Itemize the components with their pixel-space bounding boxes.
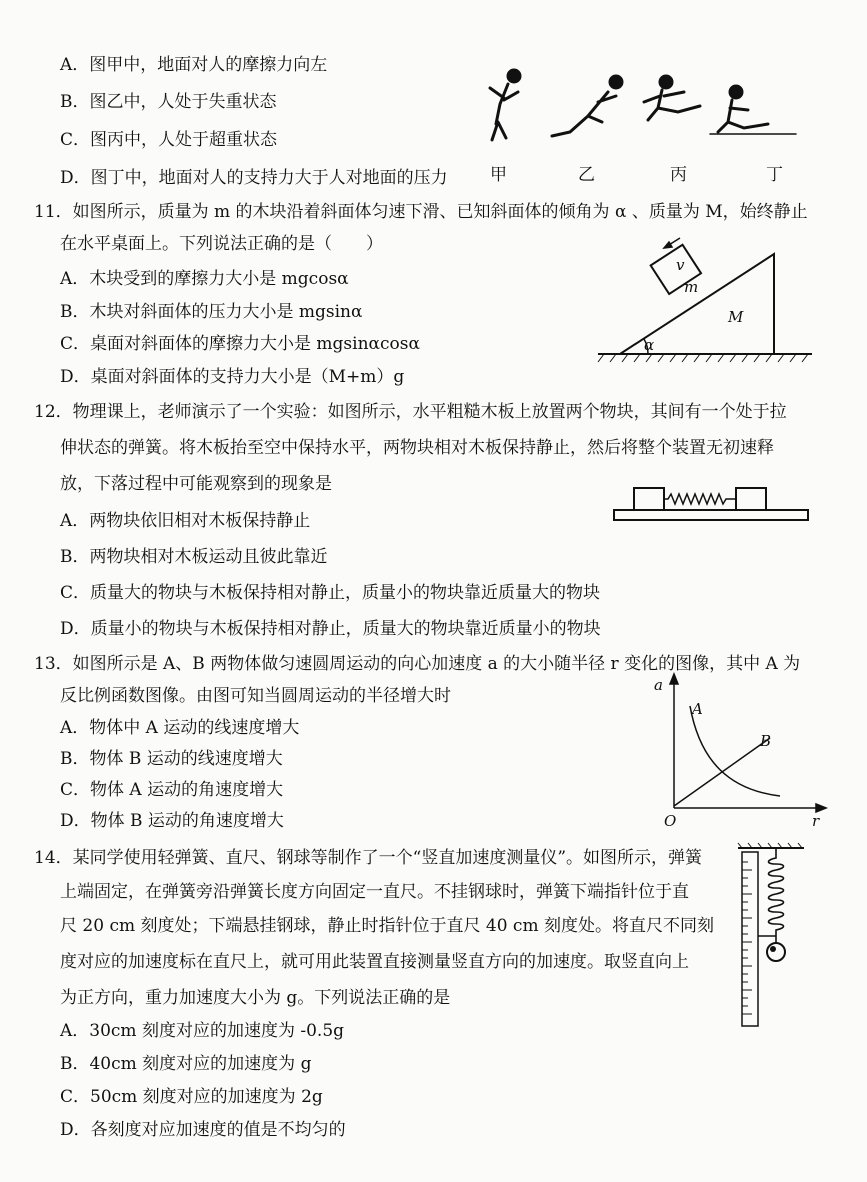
q14-stem-line5: 为正方向，重力加速度大小为 g。下列说法正确的是 (60, 988, 451, 1008)
q13-stem-line2: 反比例函数图像。由图可知当圆周运动的半径增大时 (60, 686, 451, 706)
q14-spring-ruler-figure (736, 842, 806, 1032)
q11-option-c: C．桌面对斜面体的摩擦力大小是 mgsinαcosα (60, 334, 420, 354)
q13-stem-line1: 13．如图所示是 A、B 两物体做匀速圆周运动的向心加速度 a 的大小随半径 r 变化的图像，其中 A 为 (34, 654, 801, 674)
right-block (736, 488, 766, 510)
athlete-jia-icon (490, 70, 520, 140)
figure-label-bing: 丙 (670, 165, 687, 185)
q14-stem-line1: 14．某同学使用轻弹簧、直尺、钢球等制作了一个“竖直加速度测量仪”。如图所示，弹簧 (34, 848, 703, 868)
athlete-yi-icon (552, 76, 622, 136)
q14-option-c: C．50cm 刻度对应的加速度为 2g (60, 1087, 323, 1107)
q12-stem-line1: 12．物理课上，老师演示了一个实验：如图所示，水平粗糙木板上放置两个物块，其间有一个处于拉 (34, 402, 787, 422)
q11-stem-line2: 在水平桌面上。下列说法正确的是（ ） (60, 234, 383, 254)
q11-option-d: D．桌面对斜面体的支持力大小是（M+m）g (60, 367, 405, 387)
q11-incline-figure (596, 236, 816, 366)
athlete-bing-icon (644, 76, 700, 120)
line-b (674, 738, 770, 806)
q14-option-d: D．各刻度对应加速度的值是不均匀的 (60, 1120, 346, 1140)
q11-option-a: A．木块受到的摩擦力大小是 mgcosα (60, 269, 349, 289)
q12-option-b: B．两物块相对木板运动且彼此靠近 (60, 547, 328, 567)
q14-option-a: A．30cm 刻度对应的加速度为 -0.5g (60, 1021, 345, 1041)
figure-label-ding: 丁 (766, 165, 783, 185)
curve-a (690, 706, 780, 796)
q10-athletes-figure (478, 62, 818, 162)
q13-option-b: B．物体 B 运动的线速度增大 (60, 749, 283, 769)
q13-label-B: B (760, 732, 772, 750)
q10-option-a: A．图甲中，地面对人的摩擦力向左 (60, 55, 328, 75)
q12-stem-line2: 伸状态的弹簧。将木板抬至空中保持水平，两物块相对木板保持静止，然后将整个装置无初速释 (60, 438, 774, 458)
q12-stem-line3: 放，下落过程中可能观察到的现象是 (60, 474, 332, 494)
q13-option-a: A．物体中 A 运动的线速度增大 (60, 718, 300, 738)
spring-icon (769, 848, 784, 942)
q12-spring-blocks-figure (612, 484, 812, 524)
steel-ball-icon (767, 943, 785, 961)
q14-option-b: B．40cm 刻度对应的加速度为 g (60, 1054, 312, 1074)
q11-label-v: v (676, 256, 685, 274)
left-block (634, 488, 664, 510)
q10-option-b: B．图乙中，人处于失重状态 (60, 92, 277, 112)
q12-option-a: A．两物块依旧相对木板保持静止 (60, 511, 311, 531)
q12-option-d: D．质量小的物块与木板保持相对静止，质量大的物块靠近质量小的物块 (60, 619, 601, 639)
q14-stem-line2: 上端固定，在弹簧旁沿弹簧长度方向固定一直尺。不挂钢球时，弹簧下端指针位于直 (60, 882, 689, 902)
q13-graph-figure (660, 672, 830, 822)
board (614, 510, 808, 520)
figure-label-jia: 甲 (490, 165, 507, 185)
q11-label-alpha: α (644, 336, 655, 354)
spring-icon (664, 494, 736, 504)
q14-stem-line4: 度对应的加速度标在直尺上，就可用此装置直接测量竖直方向的加速度。取竖直向上 (60, 952, 689, 972)
q13-option-d: D．物体 B 运动的角速度增大 (60, 811, 284, 831)
q14-stem-line3: 尺 20 cm 刻度处；下端悬挂钢球，静止时指针位于直尺 40 cm 刻度处。将直尺不同刻 (60, 916, 714, 936)
q10-option-c: C．图丙中，人处于超重状态 (60, 130, 278, 150)
athlete-ding-icon (710, 86, 796, 134)
q11-option-b: B．木块对斜面体的压力大小是 mgsinα (60, 302, 363, 322)
velocity-arrow-icon (664, 238, 680, 248)
q12-option-c: C．质量大的物块与木板保持相对静止，质量小的物块靠近质量大的物块 (60, 583, 601, 603)
q11-label-m: m (684, 278, 699, 296)
q13-origin-O: O (664, 812, 677, 830)
q11-label-M: M (728, 308, 744, 326)
q13-label-A: A (692, 700, 703, 718)
figure-label-yi: 乙 (578, 165, 595, 185)
q13-axis-a: a (654, 676, 663, 694)
q10-option-d: D．图丁中，地面对人的支持力大于人对地面的压力 (60, 168, 448, 188)
q13-axis-r: r (812, 812, 820, 830)
q13-option-c: C．物体 A 运动的角速度增大 (60, 780, 284, 800)
q11-stem-line1: 11．如图所示，质量为 m 的木块沿着斜面体匀速下滑、已知斜面体的倾角为 α 、质量为 M，始终静止 (34, 202, 808, 222)
